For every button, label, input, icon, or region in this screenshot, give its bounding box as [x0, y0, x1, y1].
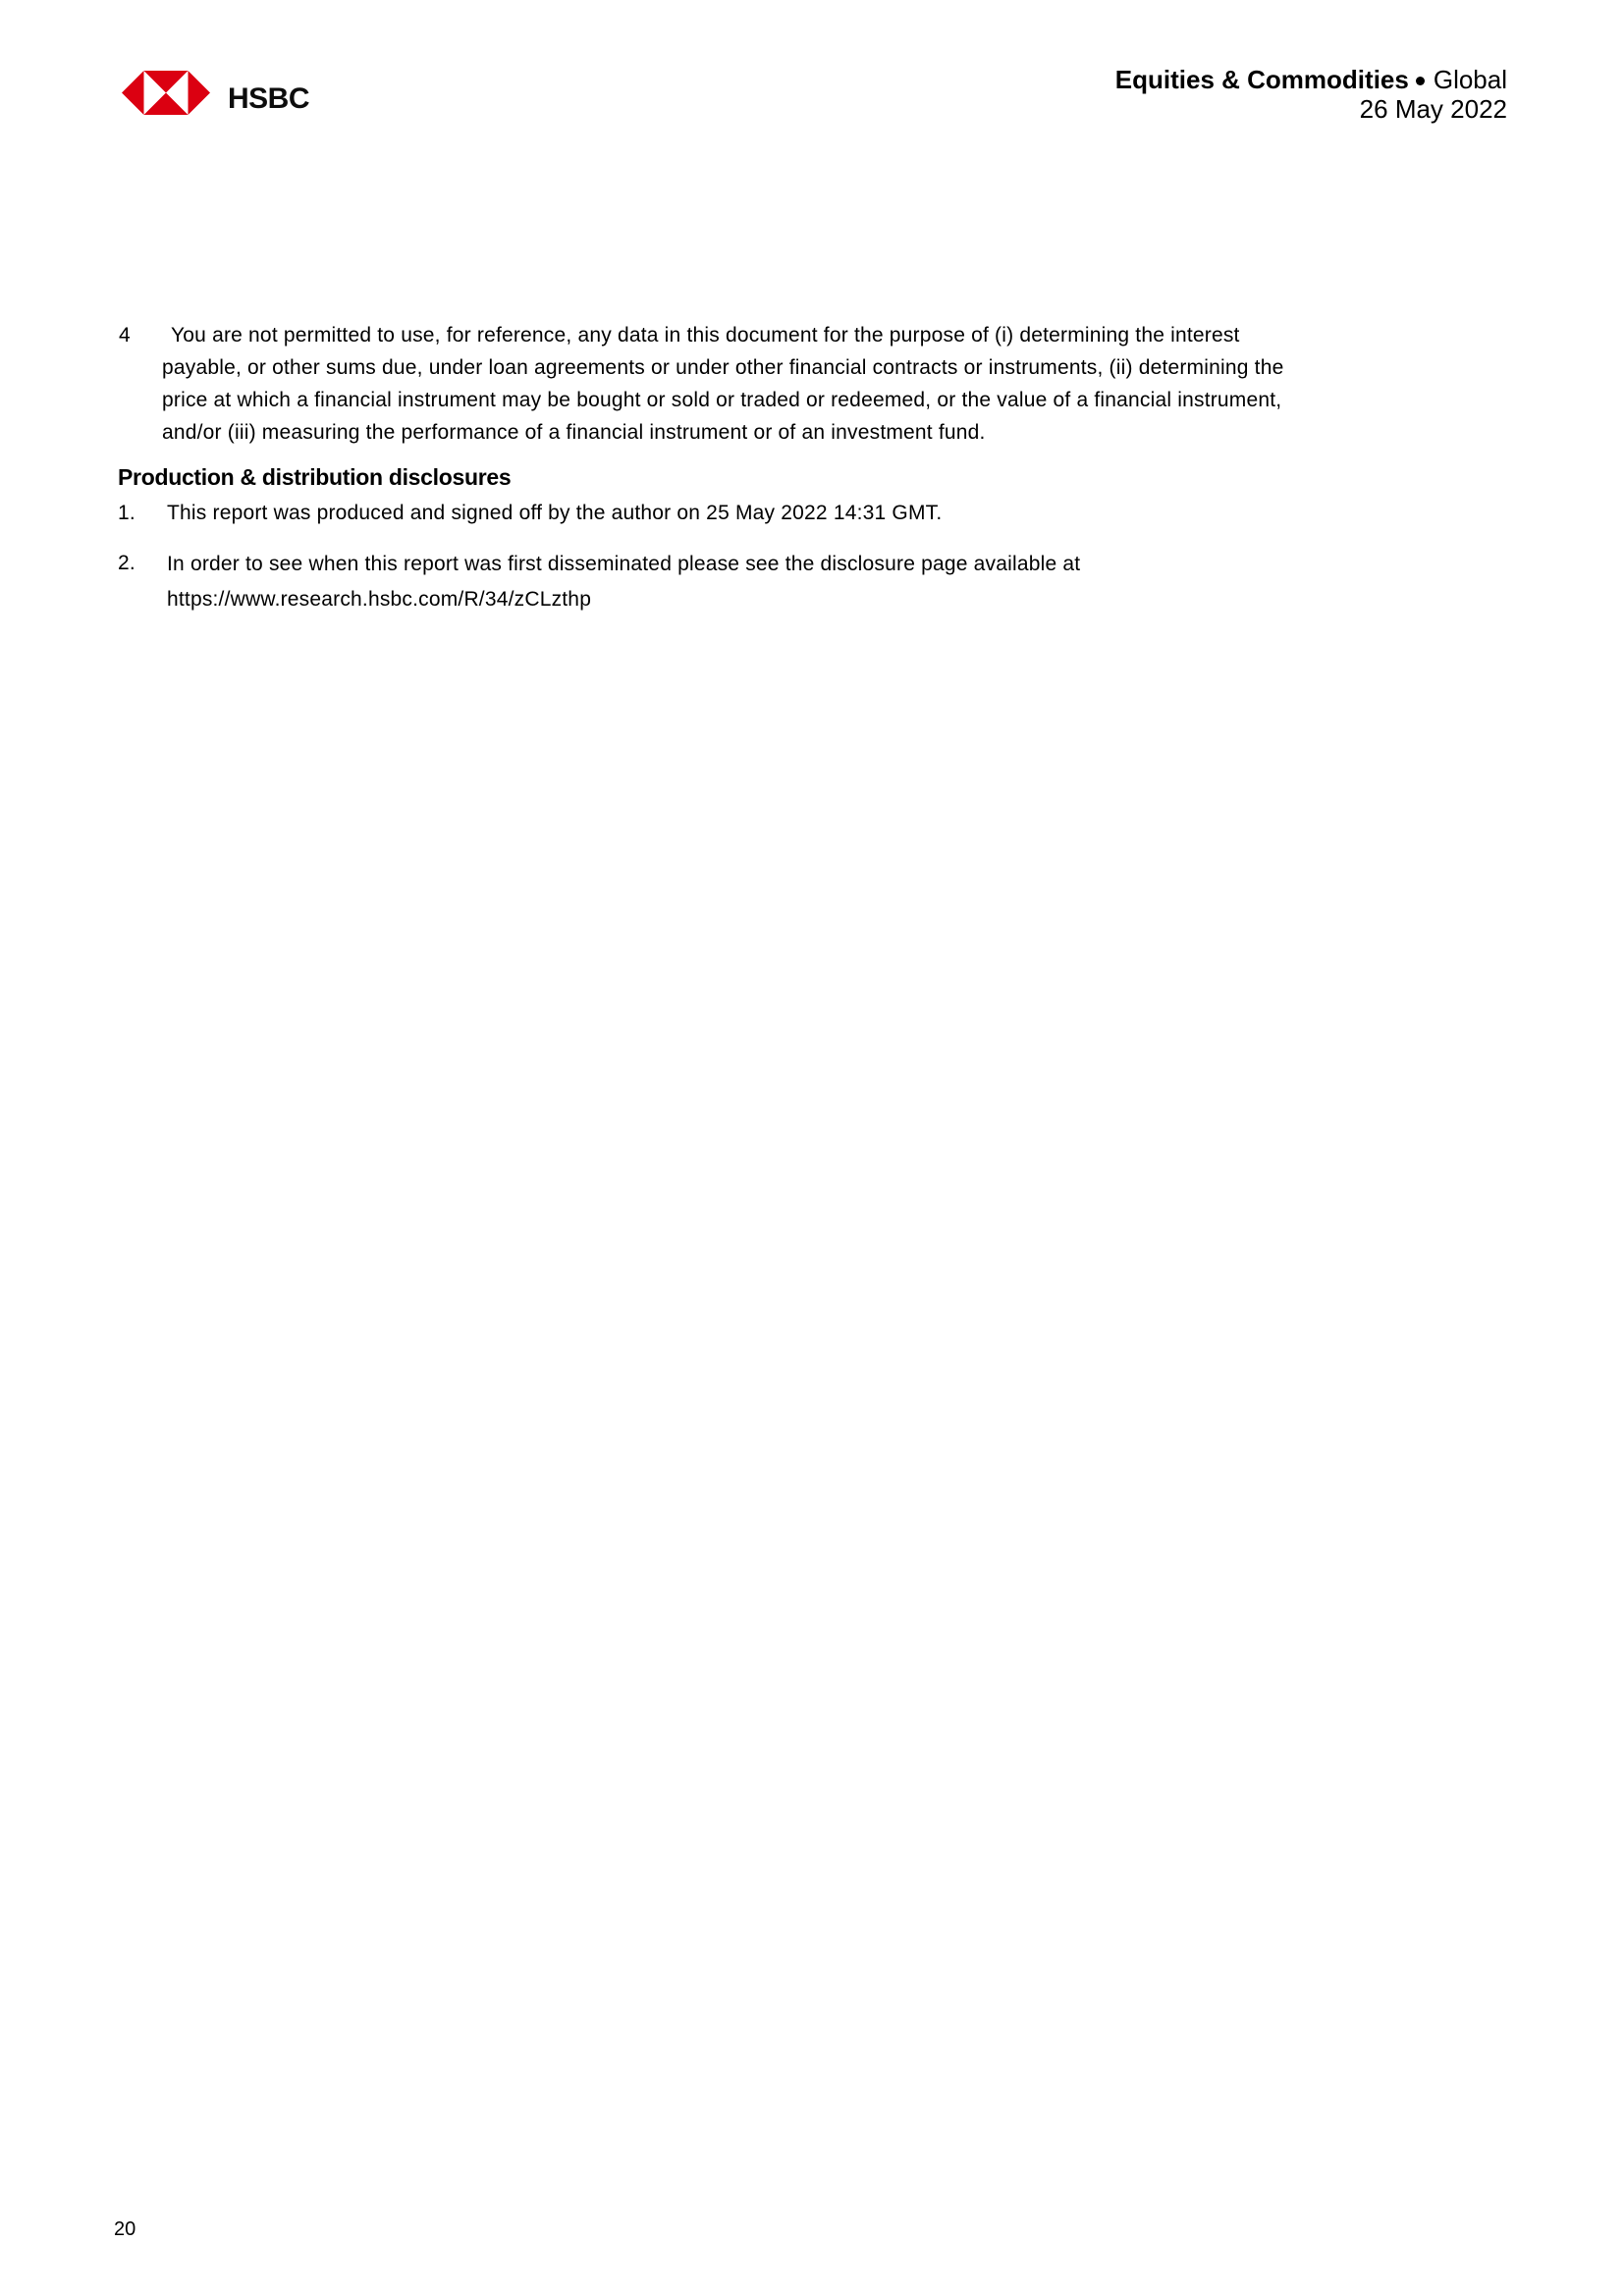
hsbc-hexagon-icon: [122, 71, 210, 115]
page-number: 20: [114, 2218, 136, 2240]
disclosure-item-number: 4: [119, 324, 131, 347]
list-item-number: 1.: [118, 502, 135, 524]
section-title: Equities & Commodities: [1114, 65, 1409, 94]
paragraph-line: You are not permitted to use, for reference, any data in this document for the purpose of (i) determining the interest: [171, 324, 1240, 347]
region-label: Global: [1433, 65, 1507, 94]
paragraph-line: and/or (iii) measuring the performance of a financial instrument or of an investment fund.: [162, 421, 986, 444]
list-item-number: 2.: [118, 552, 135, 574]
paragraph-line: payable, or other sums due, under loan agreements or under other financial contracts or instruments, (ii) determining the: [162, 356, 1284, 379]
paragraph-line: In order to see when this report was first disseminated please see the disclosure page available at: [167, 553, 1081, 575]
report-header-line: [1115, 65, 1507, 94]
section-heading: Production & distribution disclosures: [118, 464, 512, 490]
production-item-1: [167, 497, 942, 529]
disclosure-item-4: [162, 319, 1283, 449]
hsbc-wordmark: HSBC: [228, 82, 310, 115]
hsbc-logo: [122, 71, 416, 120]
disclosure-url-link[interactable]: https://www.research.hsbc.com/R/34/zCLzthp: [167, 588, 592, 611]
paragraph-line: This report was produced and signed off by the author on 25 May 2022 14:31 GMT.: [167, 502, 943, 524]
paragraph-line: price at which a financial instrument may be bought or sold or traded or redeemed, or the value of a financial instrument,: [162, 389, 1282, 411]
bullet-separator-icon: [1416, 77, 1425, 85]
production-item-2: [167, 547, 1080, 617]
report-header: [1115, 65, 1507, 124]
report-date: 26 May 2022: [1359, 94, 1507, 124]
